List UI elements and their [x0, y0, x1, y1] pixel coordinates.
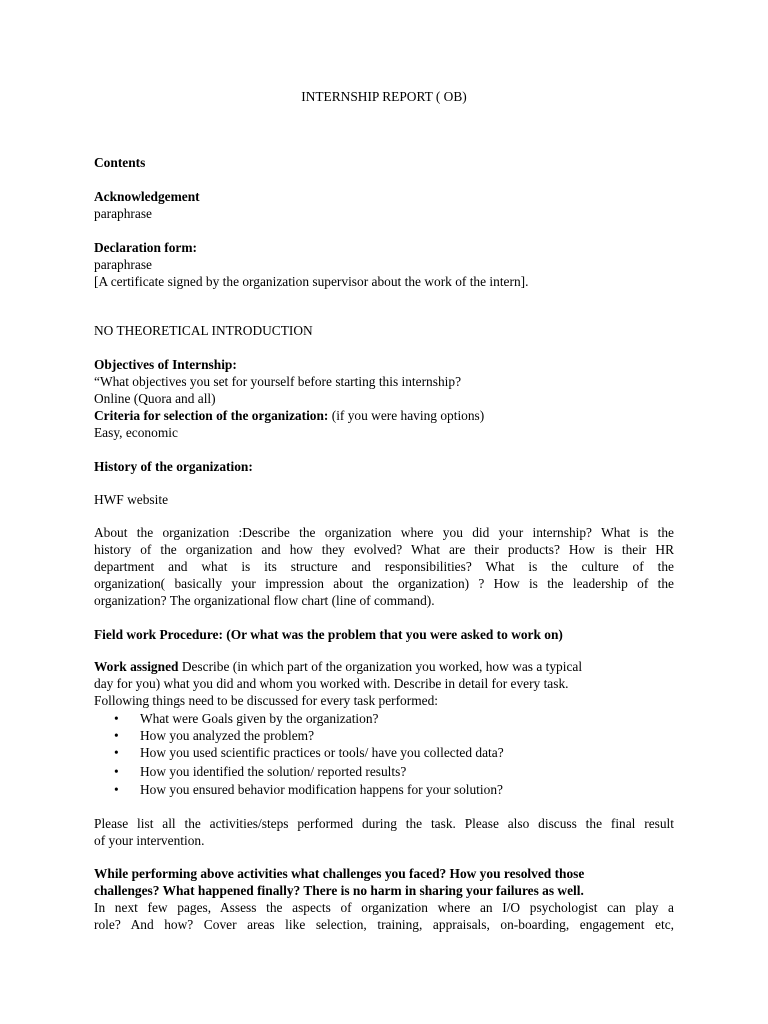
declaration-note: [A certificate signed by the organization supervisor about the work of the intern]. — [94, 274, 529, 289]
list-item-text: How you identified the solution/ reported results? — [140, 764, 407, 779]
work-assigned-text: Following things need to be discussed for every task performed: — [94, 693, 438, 708]
assess-line: role? And how? Cover areas like selection, training, appraisals, on-boarding, engagement etc, — [94, 917, 674, 932]
criteria-line — [94, 407, 484, 424]
bullet-icon: • — [114, 764, 119, 779]
about-line: organization? The organizational flow chart (line of command). — [94, 593, 435, 608]
challenges-line: While performing above activities what challenges you faced? How you resolved those — [94, 866, 585, 881]
work-assigned-line — [94, 658, 582, 675]
objectives-answer: Online (Quora and all) — [94, 391, 216, 406]
about-line: organization( basically your impression about the organization) ? How is the leadership of the — [94, 576, 674, 591]
history-answer: HWF website — [94, 492, 169, 507]
activities-line: of your intervention. — [94, 833, 205, 848]
declaration-heading: Declaration form: — [94, 240, 197, 255]
bullet-icon: • — [114, 711, 119, 726]
field-work-heading: Field work Procedure: (Or what was the problem that you were asked to work on) — [94, 627, 563, 642]
no-theoretical-heading: NO THEORETICAL INTRODUCTION — [94, 323, 313, 338]
objectives-question: “What objectives you set for yourself before starting this internship? — [94, 374, 462, 389]
acknowledgement-text: paraphrase — [94, 206, 152, 221]
criteria-note: (if you were having options) — [328, 408, 485, 423]
bullet-icon: • — [114, 745, 119, 760]
activities-line: Please list all the activities/steps performed during the task. Please also discuss the final result — [94, 816, 674, 831]
bullet-icon: • — [114, 782, 119, 797]
work-assigned-text: day for you) what you did and whom you worked with. Describe in detail for every task. — [94, 676, 569, 691]
about-line: department and what is its structure and responsibilities? What is the culture of the — [94, 559, 674, 574]
challenges-line: challenges? What happened finally? There is no harm in sharing your failures as well. — [94, 883, 584, 898]
report-title: INTERNSHIP REPORT ( OB) — [301, 89, 467, 104]
list-item-text: How you used scientific practices or tools/ have you collected data? — [140, 745, 504, 760]
list-item-text: How you ensured behavior modification happens for your solution? — [140, 782, 503, 797]
contents-heading: Contents — [94, 155, 146, 170]
work-assigned-text: Describe (in which part of the organization you worked, how was a typical — [178, 659, 583, 674]
declaration-text: paraphrase — [94, 257, 152, 272]
about-line: history of the organization and how they evolved? What are their products? How is their HR — [94, 542, 674, 557]
criteria-answer: Easy, economic — [94, 425, 178, 440]
assess-line: In next few pages, Assess the aspects of organization where an I/O psychologist can play a — [94, 900, 674, 915]
work-assigned-label: Work assigned — [94, 659, 179, 674]
bullet-icon: • — [114, 728, 119, 743]
objectives-heading: Objectives of Internship: — [94, 357, 237, 372]
history-heading: History of the organization: — [94, 459, 253, 474]
acknowledgement-heading: Acknowledgement — [94, 189, 200, 204]
criteria-heading: Criteria for selection of the organization: — [94, 408, 329, 423]
list-item-text: How you analyzed the problem? — [140, 728, 315, 743]
list-item-text: What were Goals given by the organization? — [140, 711, 379, 726]
about-line: About the organization :Describe the organization where you did your internship? What is the — [94, 525, 674, 540]
